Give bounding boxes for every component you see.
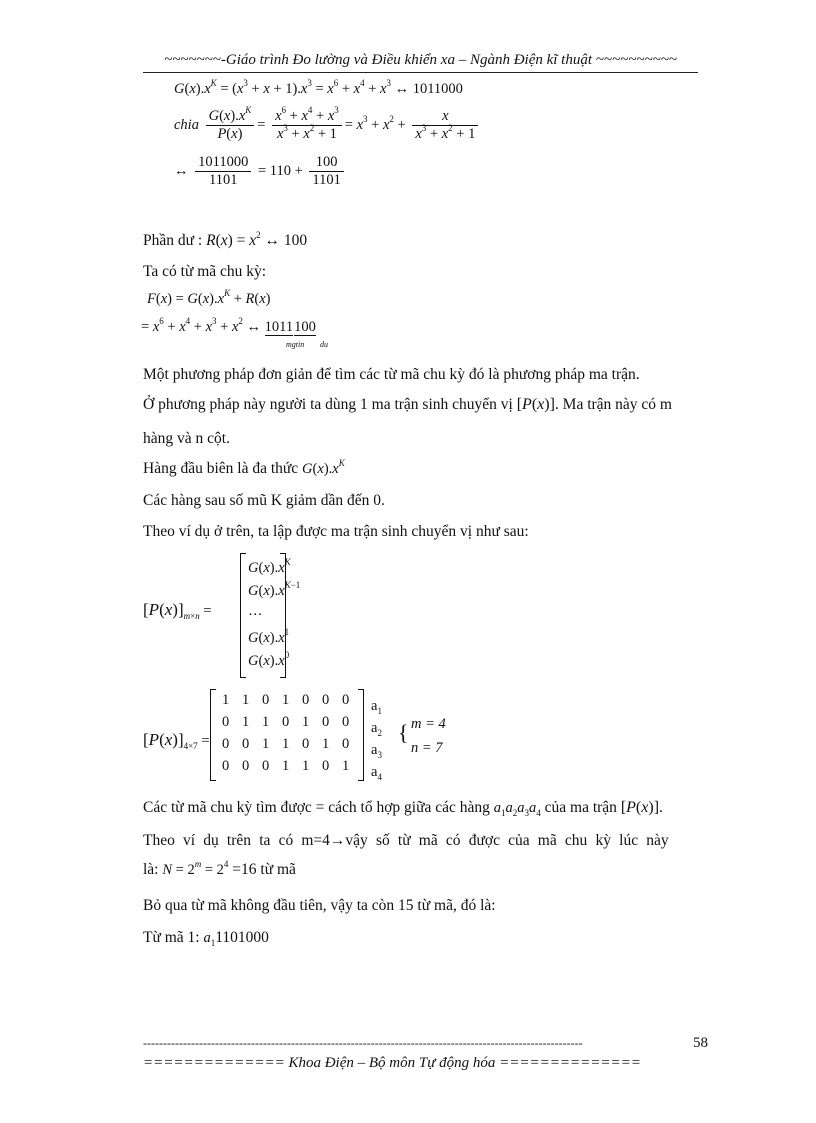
footer-department: ============== Khoa Điện – Bộ môn Tự động hóa ============== (143, 1055, 641, 1071)
denominator-2: 1101 (312, 172, 341, 188)
equiv-arrow: ↔ (394, 81, 410, 97)
denominator-1: 1101 (209, 172, 238, 188)
matrix-cell: 0 (322, 692, 330, 708)
m-value: m = 4 (411, 716, 446, 732)
equation-binary-division: ↔ $\frac{1011000}{1101}$ = 110 + $\frac{100}{1101}$ (174, 154, 347, 189)
left-bracket (240, 553, 246, 678)
matrix-row-2: $G(x).x^{K-1}$ (248, 580, 301, 599)
matrix-cell: 1 (262, 714, 270, 730)
page-header: ~~~~~~~-Giáo trình Đo lường và Điều khiển xa – Ngành Điện kĩ thuật ~~~~~~~~~~ (164, 52, 677, 68)
matrix-cell: 0 (242, 736, 250, 752)
equation-f: $F(x) = G(x).x^K + R(x)$ (147, 288, 271, 307)
paragraph-9: Bỏ qua từ mã không đầu tiên, vậy ta còn 15 từ mã, đó là: (143, 897, 496, 914)
matrix-cell: 0 (222, 736, 230, 752)
remainder-line: Phần dư : $R(x) = x^2$ ↔ 100 (143, 230, 308, 249)
paragraph-8: là: $N = 2^m = 2^4 =16$ từ mã (143, 859, 296, 878)
matrix-cell: 1 (282, 692, 290, 708)
matrix-row-3: $G(x).x^1$ (248, 627, 290, 646)
matrix-row-4: $G(x).x^0$ (248, 650, 290, 669)
equation-division: chia $\frac{G(x).x^K}{P(x)}$ = $\frac{x^6 + x^4 + x^3}{x^3 + x^2 + 1}$ = $x^3 + x^2$ + $\frac{x}{x^3 + x^2 + 1}$ (174, 108, 481, 143)
matrix-cell: 0 (222, 714, 230, 730)
matrix-cell: 0 (242, 758, 250, 774)
equation-g-shift: $G(x).x^K = (x^3 + x + 1).x^3 = x^6 + x^4 + x^3$ ↔ 1011000 (174, 78, 463, 97)
paragraph-7: Theo ví dụ trên ta có m=4→vậy số từ mã có được của mã chu kỳ lúc này (143, 832, 669, 849)
paragraph-6: Các từ mã chu kỳ tìm được = cách tổ hợp giữa các hàng $a_1a_2a_3a_4$ của ma trận [P(x)]. (143, 799, 663, 818)
matrix-cell: 0 (322, 714, 330, 730)
bits-g: 1011000 (412, 81, 463, 97)
matrix-cell: 0 (302, 692, 310, 708)
brace-label-rem: du (320, 340, 328, 349)
equation-f-expanded: = $x^6 + x^4 + x^3 + x^2$ ↔ 1011100 (141, 316, 316, 335)
page-number: 58 (693, 1035, 708, 1051)
codeword-info-bits: 1011 (264, 319, 294, 335)
matrix-row-1: $G(x).x^K$ (248, 557, 291, 576)
numerator-1: 1011000 (195, 154, 251, 172)
matrix-cell: 1 (282, 736, 290, 752)
row-label: $a_4$ (371, 764, 382, 782)
matrix-cell: 0 (302, 736, 310, 752)
matrix-numeric-label: $[P(x)]_{4\times 7}$ = (143, 730, 210, 751)
row-label: $a_3$ (371, 742, 382, 760)
matrix-cell: 1 (302, 714, 310, 730)
paragraph-2: Ở phương pháp này người ta dùng 1 ma trận sinh chuyển vị [P(x)]. Ma trận này có m (143, 396, 672, 413)
paragraph-3: Hàng đầu biên là đa thức $G(x).x^K$ (143, 458, 345, 477)
matrix-cell: 0 (222, 758, 230, 774)
matrix-cell: 0 (322, 758, 330, 774)
numerator-2: 100 (309, 154, 343, 172)
matrix-cell: 1 (302, 758, 310, 774)
quotient: = 110 + (257, 162, 303, 179)
num-right-bracket (358, 689, 364, 781)
matrix-cell: 0 (342, 692, 350, 708)
paragraph-5: Theo ví dụ ở trên, ta lập được ma trận sinh chuyển vị như sau: (143, 523, 529, 540)
paragraph-10: Từ mã 1: $a_11101000$ (143, 929, 269, 948)
matrix-cell: 0 (262, 758, 270, 774)
matrix-symbolic-label: $[P(x)]_{m\times n}$ = (143, 600, 212, 621)
matrix-cell: 0 (282, 714, 290, 730)
chia-label: chia (174, 116, 199, 133)
cycle-intro: Ta có từ mã chu kỳ: (143, 263, 267, 280)
num-left-bracket (210, 689, 216, 781)
matrix-cell: 0 (342, 714, 350, 730)
paragraph-1: Một phương pháp đơn giản để tìm các từ mã chu kỳ đó là phương pháp ma trận. (143, 366, 640, 383)
n-value: n = 7 (411, 740, 443, 756)
matrix-row-dots: ··· (248, 607, 263, 623)
system-brace: { (398, 720, 409, 745)
matrix-cell: 1 (242, 714, 250, 730)
matrix-cell: 1 (342, 758, 350, 774)
matrix-cell: 0 (342, 736, 350, 752)
matrix-cell: 1 (282, 758, 290, 774)
matrix-cell: 1 (322, 736, 330, 752)
matrix-cell: 0 (262, 692, 270, 708)
paragraph-4: Các hàng sau số mũ K giảm dần đến 0. (143, 492, 385, 509)
paragraph-2-cont: hàng và n cột. (143, 430, 230, 447)
row-label: $a_2$ (371, 720, 382, 738)
codeword-rem-bits: 100 (294, 319, 316, 335)
matrix-cell: 1 (242, 692, 250, 708)
header-rule (143, 72, 698, 73)
matrix-cell: 1 (222, 692, 230, 708)
row-label: $a_1$ (371, 698, 382, 716)
brace-label-info: mgtin (286, 340, 305, 349)
footer-rule: -------------------------------------------------------------------------------------------------------------- (143, 1036, 583, 1050)
matrix-cell: 1 (262, 736, 270, 752)
